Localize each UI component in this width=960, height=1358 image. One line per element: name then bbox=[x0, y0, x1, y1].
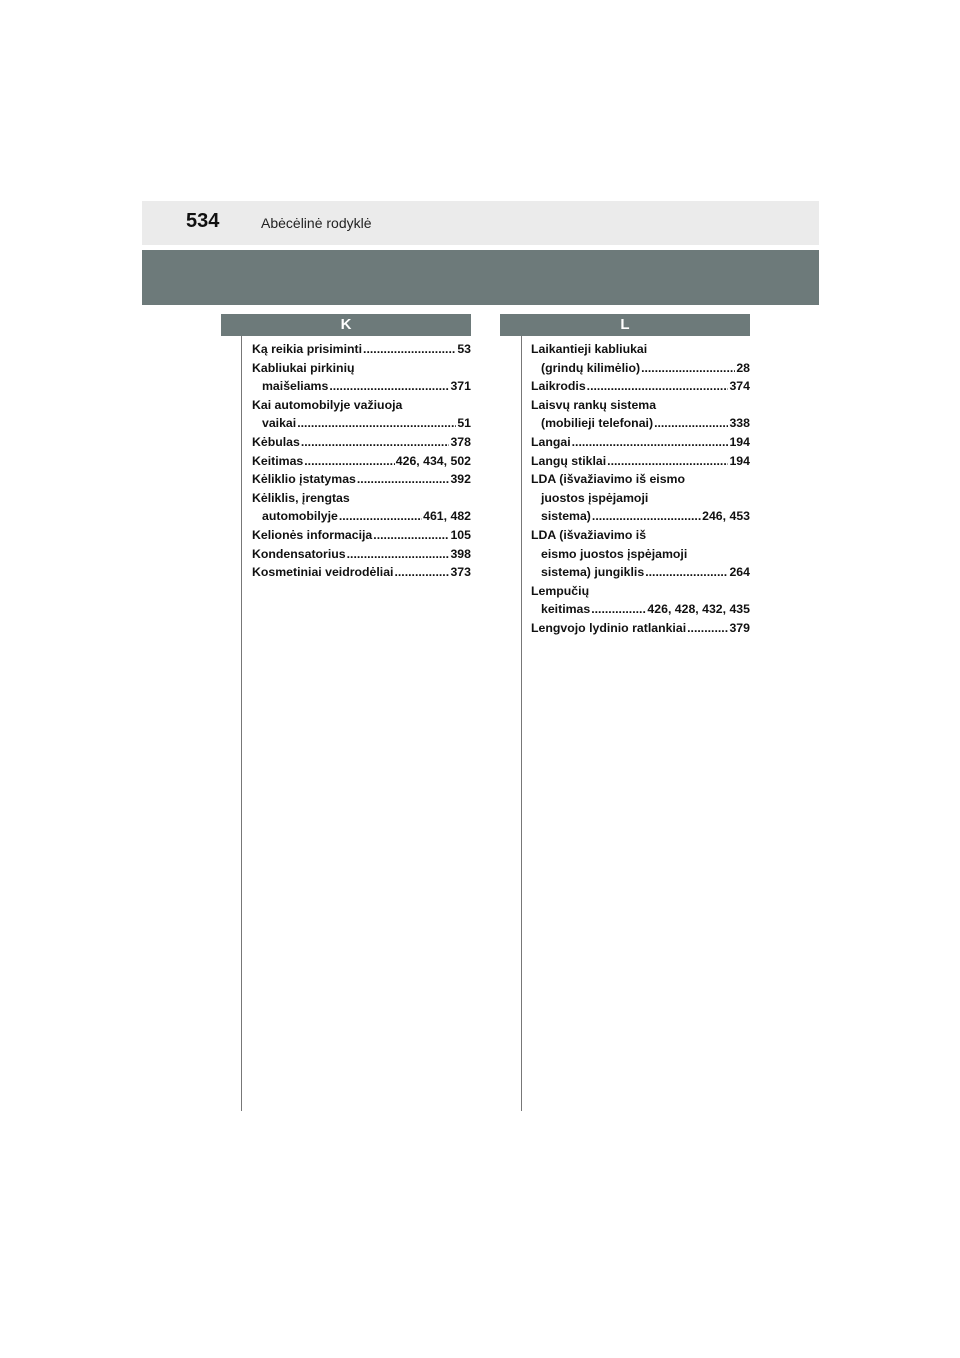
index-entry bbox=[531, 545, 750, 564]
index-entry bbox=[252, 470, 471, 489]
index-entry bbox=[531, 582, 750, 601]
index-entry bbox=[252, 359, 471, 378]
dot-leader bbox=[329, 377, 449, 396]
index-entry-text: Keitimas bbox=[252, 453, 304, 468]
index-entry-text: Ką reikia prisiminti bbox=[252, 342, 363, 356]
index-entry-pages: 53 bbox=[457, 342, 471, 356]
index-entry-pages: 246, 453 bbox=[702, 509, 750, 524]
index-entry-text: maišeliams bbox=[262, 379, 329, 394]
index-entry bbox=[531, 619, 750, 638]
dot-leader bbox=[304, 452, 395, 471]
index-entry-pages: 264 bbox=[729, 565, 750, 580]
index-entry bbox=[252, 396, 471, 415]
dot-leader bbox=[591, 600, 646, 619]
index-entry-text: Kelionės informacija bbox=[252, 527, 373, 542]
index-entry-pages: 51 bbox=[457, 416, 471, 431]
index-entry bbox=[252, 414, 471, 433]
index-entry-pages: 426, 434, 502 bbox=[395, 453, 471, 468]
index-entry-text: vaikai bbox=[262, 416, 297, 431]
index-entry bbox=[531, 396, 750, 415]
index-entry-text: Kai automobilyje važiuoja bbox=[252, 397, 403, 412]
section-letter-l: L bbox=[500, 314, 750, 336]
index-entry-text: sistema) jungiklis bbox=[541, 565, 645, 580]
index-entry-text: (mobilieji telefonai) bbox=[541, 416, 654, 431]
index-entry-text: sistema) bbox=[541, 509, 591, 524]
index-entry-text: LDA (išvažiavimo iš eismo bbox=[531, 472, 685, 487]
page-title: Abėcėlinė rodyklė bbox=[261, 215, 372, 231]
dot-leader bbox=[394, 563, 449, 582]
index-entry-pages: 379 bbox=[729, 620, 750, 635]
index-entry-text: Kosmetiniai veidrodėliai bbox=[252, 565, 394, 580]
index-entry-pages: 194 bbox=[729, 453, 750, 468]
dot-leader bbox=[297, 414, 456, 433]
index-entry-text: Kabliukai pirkinių bbox=[252, 360, 355, 375]
index-entry bbox=[531, 600, 750, 619]
index-entry bbox=[252, 433, 471, 452]
dot-leader bbox=[357, 470, 450, 489]
index-entry-pages: 338 bbox=[729, 416, 750, 431]
index-entry bbox=[252, 563, 471, 582]
index-entry bbox=[252, 507, 471, 526]
index-entry bbox=[252, 526, 471, 545]
dot-leader bbox=[301, 433, 450, 452]
index-entry-text: Kėliklis, įrengtas bbox=[252, 490, 350, 505]
index-entry-text: Langų stiklai bbox=[531, 453, 607, 468]
column-divider-k bbox=[241, 336, 242, 1111]
index-entry-text: eismo juostos įspėjamoji bbox=[541, 546, 688, 561]
index-entry-pages: 371 bbox=[450, 379, 471, 394]
index-entry-pages: 194 bbox=[729, 434, 750, 449]
index-entry bbox=[531, 526, 750, 545]
index-entry-text: LDA (išvažiavimo iš bbox=[531, 527, 647, 542]
index-entry-text: (grindų kilimėlio) bbox=[541, 360, 641, 375]
index-entry-pages: 398 bbox=[450, 546, 471, 561]
index-entry-pages: 373 bbox=[450, 565, 471, 580]
dot-leader bbox=[641, 359, 735, 378]
index-entry-text: Lengvojo lydinio ratlankiai bbox=[531, 620, 687, 635]
index-entry-pages: 392 bbox=[450, 472, 471, 487]
index-column-k bbox=[252, 340, 471, 582]
index-entry-text: Laikantieji kabliukai bbox=[531, 342, 648, 356]
index-entry bbox=[252, 545, 471, 564]
index-entry-text: Kėbulas bbox=[252, 434, 300, 449]
dot-leader bbox=[645, 563, 728, 582]
index-entry-text: Laisvų rankų sistema bbox=[531, 397, 657, 412]
section-letter-k: K bbox=[221, 314, 471, 336]
index-entry bbox=[531, 340, 750, 359]
index-entry-pages: 378 bbox=[450, 434, 471, 449]
index-entry-pages: 461, 482 bbox=[423, 509, 471, 524]
index-entry-text: keitimas bbox=[541, 602, 591, 617]
index-entry bbox=[252, 340, 471, 359]
index-entry-text: Laikrodis bbox=[531, 379, 586, 394]
index-entry-text: Kėliklio įstatymas bbox=[252, 472, 356, 487]
header-band bbox=[142, 250, 819, 305]
dot-leader bbox=[654, 414, 728, 433]
index-entry bbox=[252, 452, 471, 471]
index-entry-text: juostos įspėjamoji bbox=[541, 490, 649, 505]
index-entry-pages: 105 bbox=[450, 527, 471, 542]
index-entry-text: Kondensatorius bbox=[252, 546, 346, 561]
index-entry bbox=[531, 414, 750, 433]
index-entry bbox=[531, 470, 750, 489]
index-entry-text: Langai bbox=[531, 434, 571, 449]
dot-leader bbox=[347, 545, 450, 564]
dot-leader bbox=[592, 507, 701, 526]
index-entry bbox=[531, 489, 750, 508]
page-header bbox=[142, 201, 819, 245]
index-entry-pages: 374 bbox=[729, 379, 750, 394]
dot-leader bbox=[373, 526, 449, 545]
index-entry bbox=[531, 433, 750, 452]
index-entry-text: automobilyje bbox=[262, 509, 338, 524]
index-column-l bbox=[531, 340, 750, 638]
index-entry-pages: 28 bbox=[736, 360, 750, 375]
index-entry bbox=[531, 507, 750, 526]
index-entry bbox=[531, 359, 750, 378]
dot-leader bbox=[363, 340, 456, 359]
index-entry bbox=[252, 377, 471, 396]
dot-leader bbox=[339, 507, 422, 526]
index-entry bbox=[531, 452, 750, 471]
dot-leader bbox=[687, 619, 728, 638]
column-divider-l bbox=[521, 336, 522, 1111]
dot-leader bbox=[607, 452, 728, 471]
page-number: 534 bbox=[186, 210, 220, 232]
index-entry-pages: 426, 428, 432, 435 bbox=[647, 602, 750, 617]
dot-leader bbox=[587, 377, 729, 396]
index-entry bbox=[252, 489, 471, 508]
index-entry bbox=[531, 377, 750, 396]
dot-leader bbox=[572, 433, 729, 452]
index-entry-text: Lempučių bbox=[531, 583, 590, 598]
index-entry bbox=[531, 563, 750, 582]
